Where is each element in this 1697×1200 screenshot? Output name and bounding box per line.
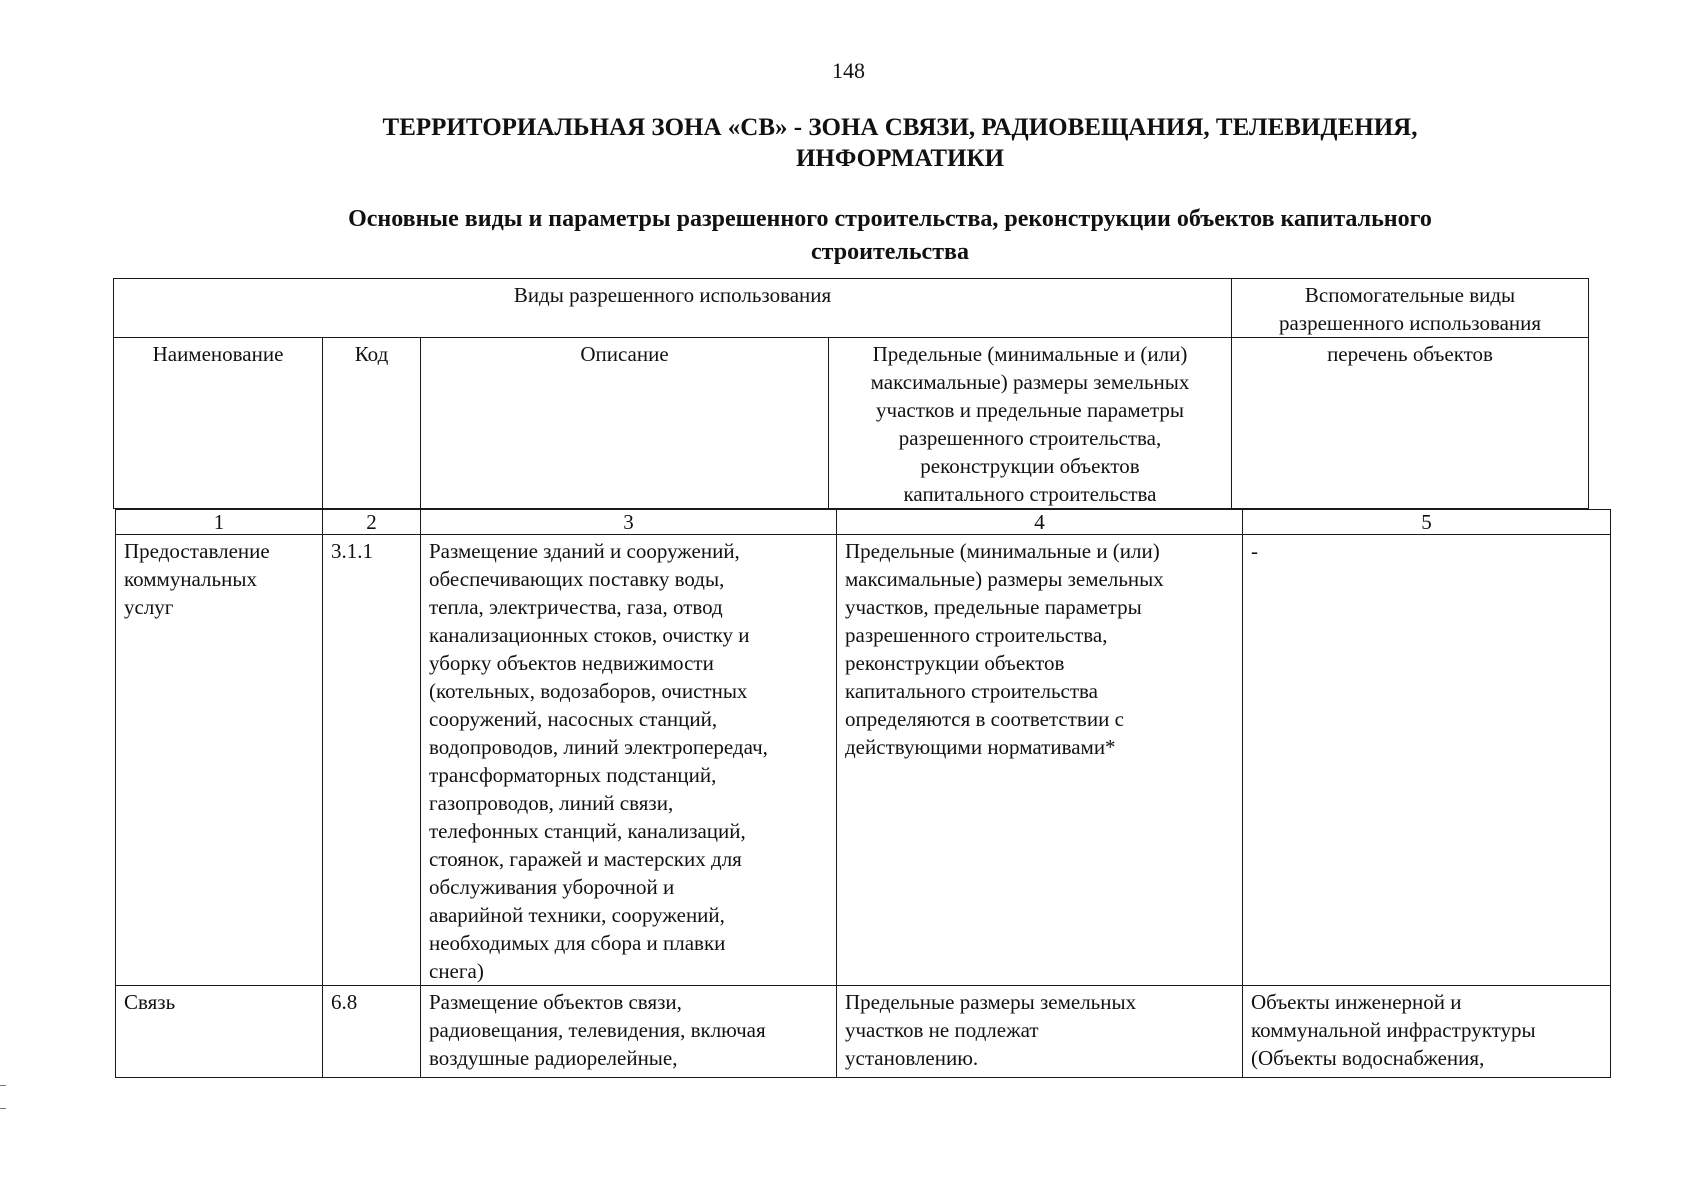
text-line: коммунальной инфраструктуры (1251, 1018, 1536, 1042)
section-subtitle (180, 203, 1600, 269)
text-line: Объекты инженерной и (1251, 990, 1462, 1014)
text-line: воздушные радиорелейные, (429, 1046, 678, 1070)
text-line: Связь (124, 990, 176, 1014)
header-line: участков и предельные параметры (876, 398, 1184, 422)
text-line: Предельные размеры земельных (845, 990, 1137, 1014)
column-number: 2 (323, 510, 421, 535)
header-line: Вспомогательные виды (1304, 283, 1516, 307)
text-line: действующими нормативами* (845, 735, 1116, 759)
zone-title-line: ТЕРРИТОРИАЛЬНАЯ ЗОНА «СВ» - ЗОНА СВЯЗИ, РАДИОВЕЩАНИЯ, ТЕЛЕВИДЕНИЯ, (382, 114, 1418, 141)
text-line: радиовещания, телевидения, включая (429, 1018, 766, 1042)
column-header-description: Описание (421, 338, 829, 509)
cell-parameters (837, 535, 1243, 986)
text-line: уборку объектов недвижимости (429, 651, 714, 675)
text-line: телефонных станций, канализаций, (429, 819, 746, 843)
column-number-row (116, 510, 1611, 535)
text-line: максимальные) размеры земельных (845, 567, 1164, 591)
text-line: сооружений, насосных станций, (429, 707, 718, 731)
text-line: - (1251, 539, 1258, 563)
cell-description (421, 986, 837, 1078)
zone-title-line: ИНФОРМАТИКИ (795, 145, 1005, 172)
subtitle-line: строительства (811, 239, 969, 265)
cell-name (116, 535, 323, 986)
text-line: Размещение объектов связи, (429, 990, 682, 1014)
text-line: участков не подлежат (845, 1018, 1039, 1042)
page-number: 148 (832, 58, 865, 83)
header-line: разрешенного использования (1278, 311, 1542, 335)
zone-title (250, 112, 1550, 174)
text-line: Предельные (минимальные и (или) (845, 539, 1160, 563)
table-body (115, 509, 1611, 1078)
column-header-name: Наименование (114, 338, 323, 509)
text-line: разрешенного строительства, (845, 623, 1108, 647)
cell-auxiliary-objects (1243, 986, 1611, 1078)
subtitle-line: Основные виды и параметры разрешенного строительства, реконструкции объектов капитального (348, 206, 1432, 232)
cell-name (116, 986, 323, 1078)
cell-description (421, 535, 837, 986)
group-header-permitted-uses: Виды разрешенного использования (114, 279, 1232, 338)
header-line: капитального строительства (903, 482, 1157, 506)
text-line: (Объекты водоснабжения, (1251, 1046, 1485, 1070)
text-line: трансформаторных подстанций, (429, 763, 717, 787)
header-line: Предельные (минимальные и (или) (872, 342, 1188, 366)
cell-code: 3.1.1 (323, 535, 421, 986)
column-number: 3 (421, 510, 837, 535)
column-number: 1 (116, 510, 323, 535)
text-line: услуг (124, 595, 174, 619)
text-line: (котельных, водозаборов, очистных (429, 679, 748, 703)
text-line: участков, предельные параметры (845, 595, 1142, 619)
header-line: максимальные) размеры земельных (870, 370, 1190, 394)
column-header-parameters (829, 338, 1232, 509)
table-row (116, 535, 1611, 986)
text-line: стоянок, гаражей и мастерских для (429, 847, 742, 871)
text-line: Размещение зданий и сооружений, (429, 539, 740, 563)
scan-margin-marks (0, 1085, 6, 1109)
column-number: 4 (837, 510, 1243, 535)
text-line: тепла, электричества, газа, отвод (429, 595, 723, 619)
text-line: снега) (429, 959, 484, 983)
text-line: реконструкции объектов (845, 651, 1065, 675)
text-line: Предоставление (124, 539, 270, 563)
column-header-object-list: перечень объектов (1232, 338, 1589, 509)
text-line: необходимых для сбора и плавки (429, 931, 726, 955)
text-line: обслуживания уборочной и (429, 875, 675, 899)
header-line: разрешенного строительства, (898, 426, 1162, 450)
text-line: определяются в соответствии с (845, 707, 1124, 731)
text-line: аварийной техники, сооружений, (429, 903, 725, 927)
table-header (113, 278, 1589, 509)
text-line: коммунальных (124, 567, 257, 591)
text-line: водопроводов, линий электропередач, (429, 735, 768, 759)
text-line: капитального строительства (845, 679, 1098, 703)
group-header-auxiliary-uses (1232, 279, 1589, 338)
text-line: канализационных стоков, очистку и (429, 623, 750, 647)
text-line: обеспечивающих поставку воды, (429, 567, 725, 591)
header-line: реконструкции объектов (920, 454, 1140, 478)
cell-auxiliary-objects (1243, 535, 1611, 986)
table-row (116, 986, 1611, 1078)
cell-code: 6.8 (323, 986, 421, 1078)
text-line: газопроводов, линий связи, (429, 791, 674, 815)
text-line: установлению. (845, 1046, 979, 1070)
column-number: 5 (1243, 510, 1611, 535)
cell-parameters (837, 986, 1243, 1078)
column-header-code: Код (323, 338, 421, 509)
